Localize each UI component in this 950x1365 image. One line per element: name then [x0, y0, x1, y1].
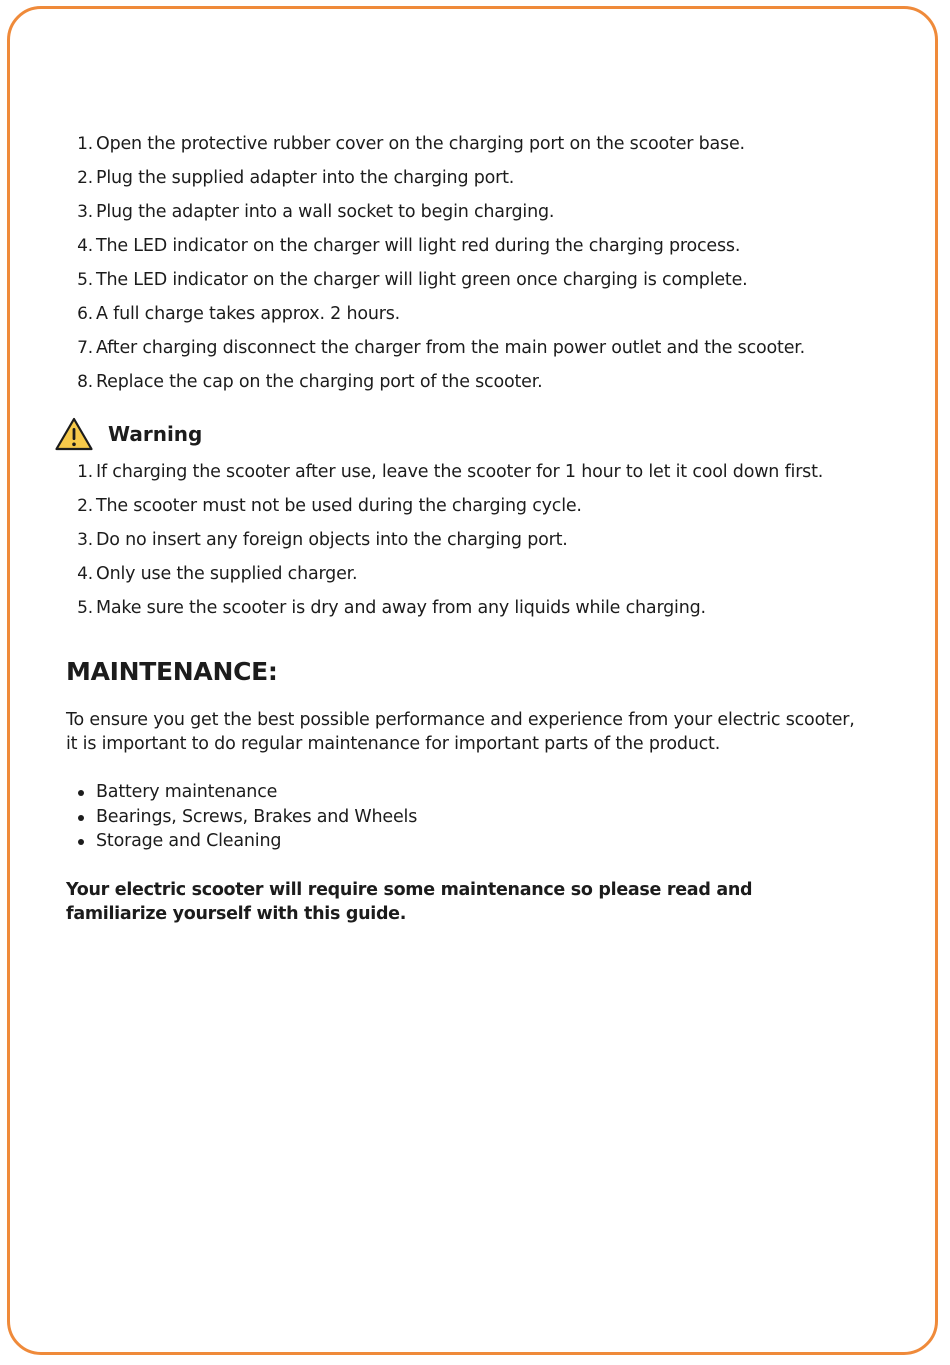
list-item — [66, 263, 866, 297]
step-number: 6. — [77, 304, 93, 324]
list-item — [66, 780, 866, 805]
bullet-icon — [78, 815, 84, 821]
list-item — [66, 557, 866, 591]
step-text: Replace the cap on the charging port of the scooter. — [96, 372, 543, 392]
step-number: 2. — [77, 168, 93, 188]
step-number: 8. — [77, 372, 93, 392]
step-text: Plug the supplied adapter into the charging port. — [96, 168, 515, 188]
list-item — [66, 297, 866, 331]
charging-steps-list — [66, 127, 866, 399]
list-item — [66, 455, 866, 489]
step-text: Open the protective rubber cover on the charging port on the scooter base. — [96, 134, 745, 154]
maintenance-heading: MAINTENANCE: — [66, 657, 278, 686]
warning-list — [66, 455, 866, 625]
list-item — [66, 195, 866, 229]
step-text: The LED indicator on the charger will light red during the charging process. — [96, 236, 741, 256]
warning-number: 5. — [77, 598, 93, 618]
step-number: 3. — [77, 202, 93, 222]
warning-number: 2. — [77, 496, 93, 516]
list-item-text: Battery maintenance — [96, 782, 278, 802]
maintenance-list — [66, 780, 866, 854]
warning-text: Make sure the scooter is dry and away from any liquids while charging. — [96, 598, 706, 618]
warning-triangle-icon — [54, 416, 94, 452]
warning-text: The scooter must not be used during the charging cycle. — [96, 496, 582, 516]
list-item — [66, 591, 866, 625]
list-item — [66, 161, 866, 195]
warning-text: Do no insert any foreign objects into the charging port. — [96, 530, 568, 550]
step-number: 4. — [77, 236, 93, 256]
warning-text: If charging the scooter after use, leave the scooter for 1 hour to let it cool down first. — [96, 462, 824, 482]
step-number: 1. — [77, 134, 93, 154]
step-number: 5. — [77, 270, 93, 290]
warning-number: 3. — [77, 530, 93, 550]
list-item — [66, 365, 866, 399]
list-item — [66, 331, 866, 365]
warning-text: Only use the supplied charger. — [96, 564, 358, 584]
warning-header — [54, 413, 866, 455]
list-item — [66, 229, 866, 263]
list-item-text: Bearings, Screws, Brakes and Wheels — [96, 806, 418, 827]
step-text: The LED indicator on the charger will light green once charging is complete. — [96, 270, 748, 290]
step-text: After charging disconnect the charger from the main power outlet and the scooter. — [96, 338, 806, 358]
step-text: A full charge takes approx. 2 hours. — [96, 304, 401, 324]
list-item — [66, 127, 866, 161]
step-text: Plug the adapter into a wall socket to begin charging. — [96, 202, 555, 222]
maintenance-closing: Your electric scooter will require some maintenance so please read and familiarize yourself with this guide. — [66, 879, 753, 924]
list-item — [66, 805, 866, 830]
step-number: 7. — [77, 338, 93, 358]
bullet-icon — [78, 790, 84, 796]
bullet-icon — [78, 839, 84, 845]
list-item — [66, 523, 866, 557]
warning-title: Warning — [108, 422, 203, 446]
page-content — [66, 127, 866, 926]
list-item — [66, 489, 866, 523]
list-item — [66, 829, 866, 854]
list-item-text: Storage and Cleaning — [96, 831, 282, 851]
warning-number: 4. — [77, 564, 93, 584]
maintenance-intro: To ensure you get the best possible performance and experience from your electric scooter, it is important to do regular maintenance for important parts of the product. — [66, 710, 855, 754]
warning-number: 1. — [77, 462, 93, 482]
